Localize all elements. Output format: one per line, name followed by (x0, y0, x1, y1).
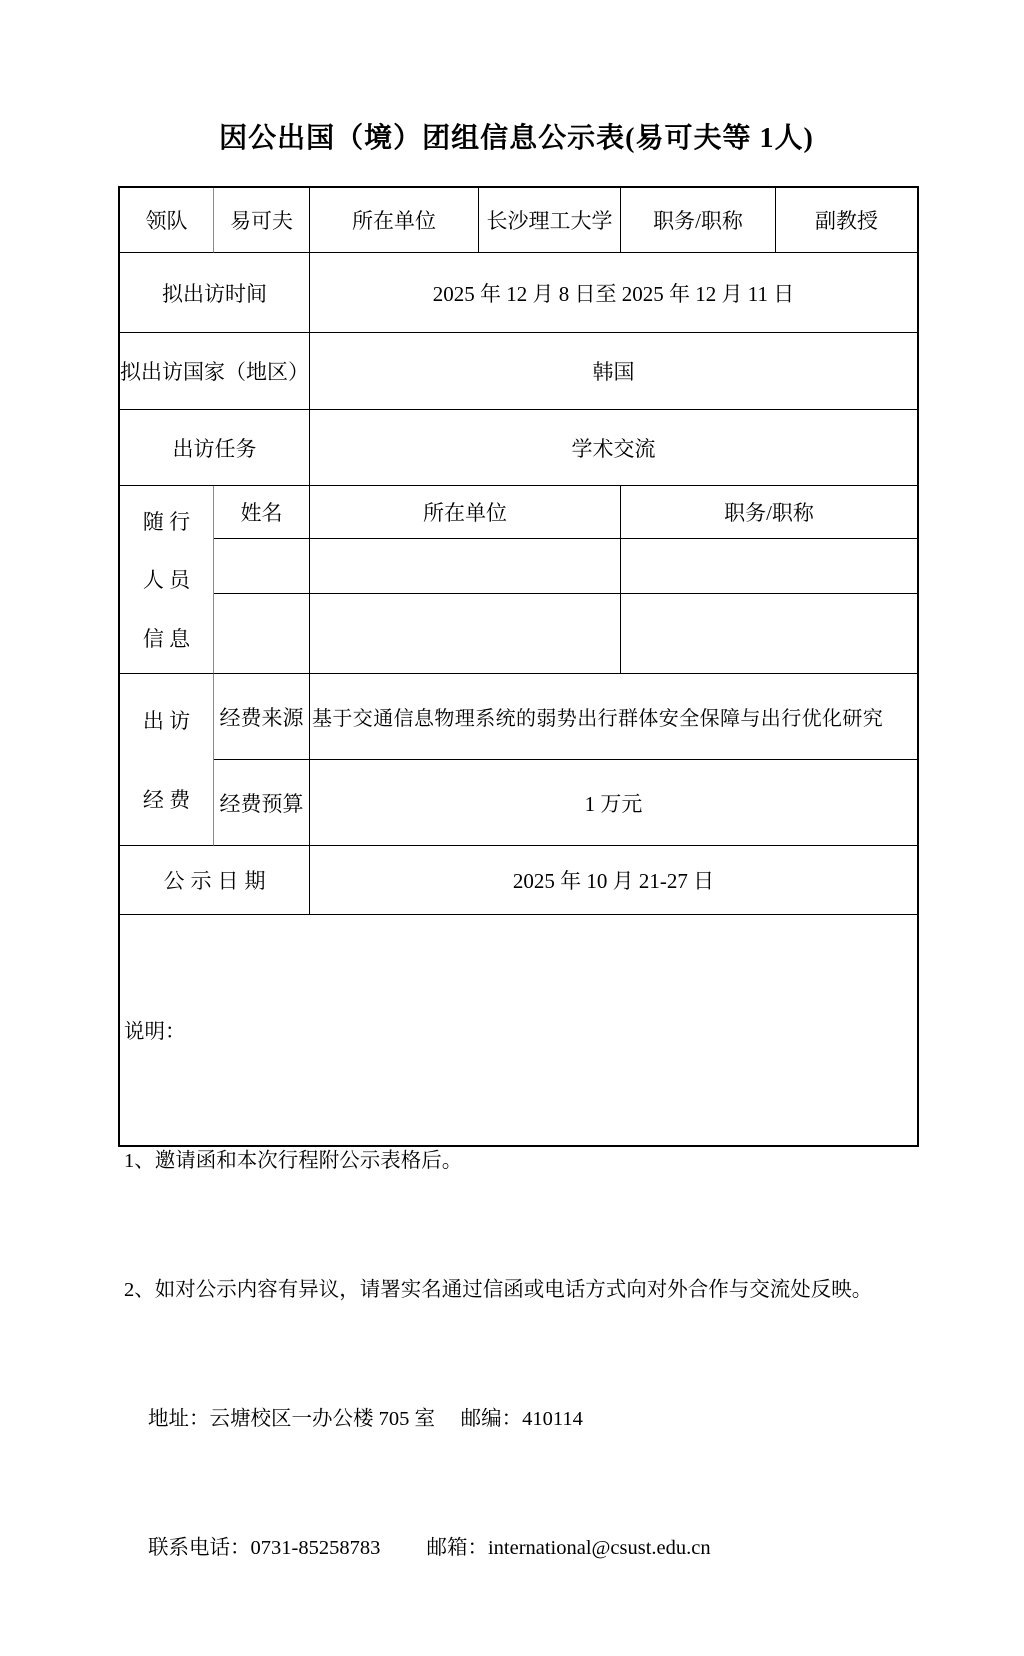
companions-header-unit: 所在单位 (310, 486, 621, 539)
companion-row2-unit (310, 594, 621, 674)
country-value: 韩国 (310, 333, 917, 410)
leader-unit-label: 所在单位 (310, 188, 479, 253)
page-title: 因公出国（境）团组信息公示表(易可夫等 1人) (219, 123, 814, 154)
leader-name: 易可夫 (214, 188, 310, 253)
companions-header-name: 姓名 (214, 486, 310, 539)
companions-group-label-line1: 随 行 (142, 510, 191, 535)
companion-row1-position (621, 539, 917, 594)
time-label: 拟出访时间 (120, 253, 310, 333)
time-value: 2025 年 12 月 8 日至 2025 年 12 月 11 日 (310, 253, 917, 333)
funding-group-label-line1: 出 访 (142, 708, 191, 733)
task-label: 出访任务 (120, 410, 310, 486)
funding-group-label (120, 674, 214, 846)
companions-group-label-line3: 信 息 (142, 626, 191, 651)
publicity-table (118, 186, 919, 1559)
notes-item-1: 1、邀请函和本次行程附公示表格后。 (124, 1150, 463, 1172)
leader-unit-value: 长沙理工大学 (479, 188, 621, 253)
companion-row1-name (214, 539, 310, 594)
companions-group-label (120, 486, 214, 674)
publicity-date-value: 2025 年 10 月 21-27 日 (310, 846, 917, 915)
publicity-date-label: 公示日期 (120, 846, 310, 915)
companion-row2-position (621, 594, 917, 674)
notes-heading: 说明： (124, 1021, 186, 1043)
notes-contact-line: 联系电话：0731-85258783 邮箱：international@csust.edu.cn (148, 1537, 711, 1559)
companion-row1-unit (310, 539, 621, 594)
companions-header-position: 职务/职称 (621, 486, 917, 539)
notes-address-line: 地址：云塘校区一办公楼 705 室 邮编：410114 (148, 1408, 583, 1430)
companion-row2-name (214, 594, 310, 674)
country-label: 拟出访国家（地区） (120, 333, 310, 410)
leader-position-label: 职务/职称 (621, 188, 776, 253)
companions-group-label-line2: 人 员 (142, 568, 191, 593)
funding-source-value: 基于交通信息物理系统的弱势出行群体安全保障与出行优化研究 (310, 674, 917, 760)
notes-section (120, 915, 917, 1559)
notes-item-2: 2、如对公示内容有异议，请署实名通过信函或电话方式向对外合作与交流处反映。 (124, 1279, 873, 1301)
funding-group-label-line2: 经 费 (142, 788, 191, 813)
leader-label: 领队 (120, 188, 214, 253)
task-value: 学术交流 (310, 410, 917, 486)
leader-position-value: 副教授 (776, 188, 917, 253)
funding-budget-value: 1 万元 (310, 760, 917, 846)
funding-budget-label: 经费预算 (214, 760, 310, 846)
funding-source-label: 经费来源 (214, 674, 310, 760)
